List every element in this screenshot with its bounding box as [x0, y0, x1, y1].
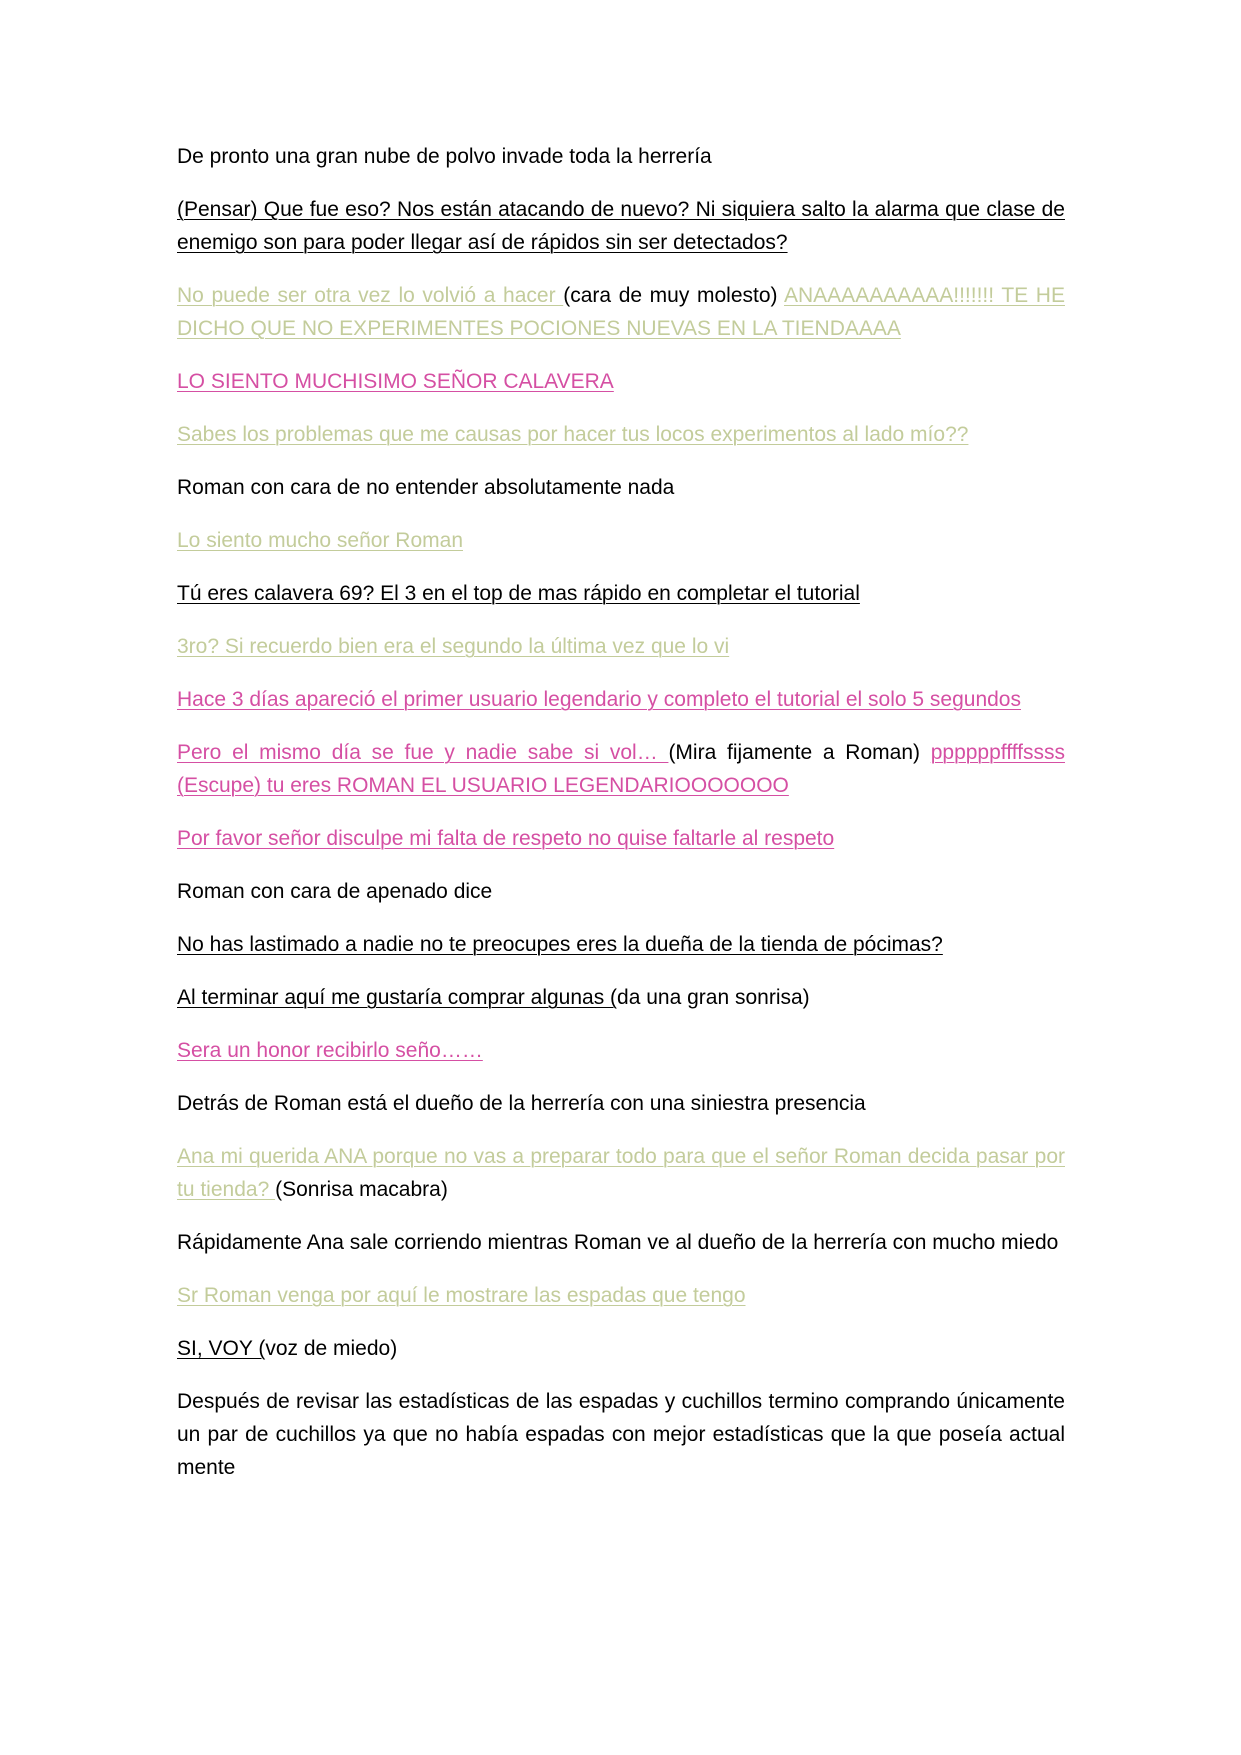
paragraph — [177, 193, 1065, 259]
text-segment: Ana mi querida ANA porque no vas a preparar todo para que el señor Roman decida pasar por tu tienda? — [177, 1145, 1065, 1201]
text-segment: SI, VOY ( — [177, 1337, 266, 1360]
text-segment: (Mira fijamente a Roman) — [668, 741, 931, 764]
paragraph — [177, 1034, 1065, 1067]
paragraph — [177, 365, 1065, 398]
text-segment: No puede ser otra vez lo volvió a hacer — [177, 284, 564, 307]
paragraph — [177, 1226, 1065, 1259]
paragraph — [177, 1385, 1065, 1484]
text-segment: Lo siento mucho señor Roman — [177, 529, 463, 552]
paragraph — [177, 1279, 1065, 1312]
text-segment: De pronto una gran nube de polvo invade toda la herrería — [177, 145, 712, 168]
paragraph — [177, 683, 1065, 716]
text-segment: Al terminar aquí me gustaría comprar algunas ( — [177, 986, 618, 1009]
text-segment: da una gran sonrisa) — [617, 986, 810, 1009]
paragraph — [177, 822, 1065, 855]
paragraph — [177, 140, 1065, 173]
text-segment: (cara de muy molesto) — [563, 284, 784, 307]
text-segment: Roman con cara de apenado dice — [177, 880, 493, 903]
text-segment: Por favor señor disculpe mi falta de respeto no quise faltarle al respeto — [177, 827, 835, 850]
paragraph — [177, 418, 1065, 451]
paragraph — [177, 928, 1065, 961]
paragraph — [177, 736, 1065, 802]
text-segment: Hace 3 días apareció el primer usuario legendario y completo el tutorial el solo 5 segundos — [177, 688, 1021, 711]
paragraph — [177, 630, 1065, 663]
paragraph — [177, 875, 1065, 908]
paragraph — [177, 1140, 1065, 1206]
paragraph — [177, 1332, 1065, 1365]
text-segment: (Pensar) Que fue eso? Nos están atacando de nuevo? Ni siquiera salto la alarma que clase de enemigo son para poder llegar así de rápidos sin ser detectados? — [177, 198, 1065, 254]
text-segment: Sr Roman venga por aquí le mostrare las espadas que tengo — [177, 1284, 746, 1307]
text-segment: ANAAAAAAAAAA!!!!!!! TE HE DICHO QUE NO EXPERIMENTES POCIONES NUEVAS EN LA TIENDAAAA — [177, 284, 1065, 340]
text-segment: Pero el mismo día se fue y nadie sabe si vol… — [177, 741, 669, 764]
paragraph — [177, 577, 1065, 610]
paragraph — [177, 279, 1065, 345]
text-segment: (Sonrisa macabra) — [275, 1178, 448, 1201]
document-page — [177, 140, 1065, 1504]
text-segment: LO SIENTO MUCHISIMO SEÑOR CALAVERA — [177, 370, 614, 393]
paragraph — [177, 524, 1065, 557]
text-segment: Sera un honor recibirlo seño…… — [177, 1039, 483, 1062]
text-segment: Detrás de Roman está el dueño de la herrería con una siniestra presencia — [177, 1092, 866, 1115]
text-segment: voz de miedo) — [265, 1337, 398, 1360]
text-segment: Rápidamente Ana sale corriendo mientras Roman ve al dueño de la herrería con mucho miedo — [177, 1231, 1059, 1254]
paragraph — [177, 1087, 1065, 1120]
paragraph — [177, 471, 1065, 504]
text-segment: Sabes los problemas que me causas por hacer tus locos experimentos al lado mío?? — [177, 423, 969, 446]
text-segment: ppppppffffssss (Escupe) tu eres ROMAN EL USUARIO LEGENDARIOOOOOOO — [177, 741, 1065, 797]
text-segment: Roman con cara de no entender absolutamente nada — [177, 476, 675, 499]
text-segment: Tú eres calavera 69? El 3 en el top de mas rápido en completar el tutorial — [177, 582, 860, 605]
text-segment: 3ro? Si recuerdo bien era el segundo la última vez que lo vi — [177, 635, 730, 658]
paragraph — [177, 981, 1065, 1014]
text-segment: No has lastimado a nadie no te preocupes eres la dueña de la tienda de pócimas? — [177, 933, 943, 956]
text-segment: Después de revisar las estadísticas de las espadas y cuchillos termino comprando únicamente un par de cuchillos ya que no había espadas con mejor estadísticas que la que poseía actual mente — [177, 1390, 1065, 1479]
